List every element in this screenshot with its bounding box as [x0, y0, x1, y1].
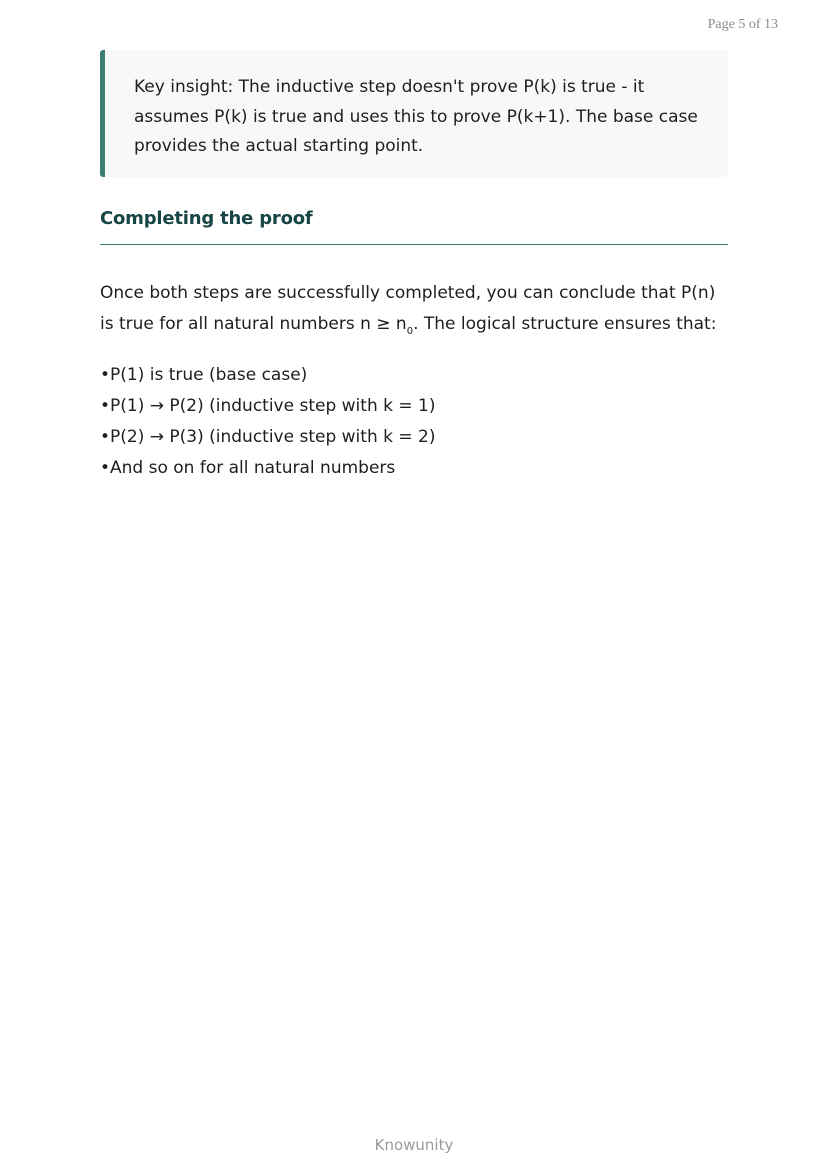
bullet-icon: •: [100, 365, 111, 385]
list-item: •P(1) → P(2) (inductive step with k = 1): [100, 391, 435, 422]
bullet-list: [100, 360, 435, 484]
list-item: •P(1) is true (base case): [100, 360, 435, 391]
footer-brand: Knowunity: [374, 1136, 454, 1154]
bullet-icon: •: [100, 396, 111, 416]
paragraph-text-after: . The logical structure ensures that:: [413, 314, 717, 334]
key-insight-callout: [100, 50, 728, 177]
page-number: Page 5 of 13: [707, 17, 778, 32]
bullet-icon: •: [100, 427, 111, 447]
section-paragraph: [100, 278, 728, 340]
callout-text: Key insight: The inductive step doesn't prove P(k) is true - it assumes P(k) is true and uses this to prove P(k+1). The base case provides the actual starting point.: [134, 77, 698, 156]
section-divider: [100, 244, 728, 245]
bullet-icon: •: [100, 458, 111, 478]
paragraph-text-before: Once both steps are successfully completed, you can conclude that P(n) is true for all natural numbers n ≥ n: [100, 283, 716, 334]
section-heading: Completing the proof: [100, 208, 313, 229]
list-item: •And so on for all natural numbers: [100, 453, 435, 484]
list-item: •P(2) → P(3) (inductive step with k = 2): [100, 422, 435, 453]
subscript-zero: 0: [406, 326, 414, 337]
